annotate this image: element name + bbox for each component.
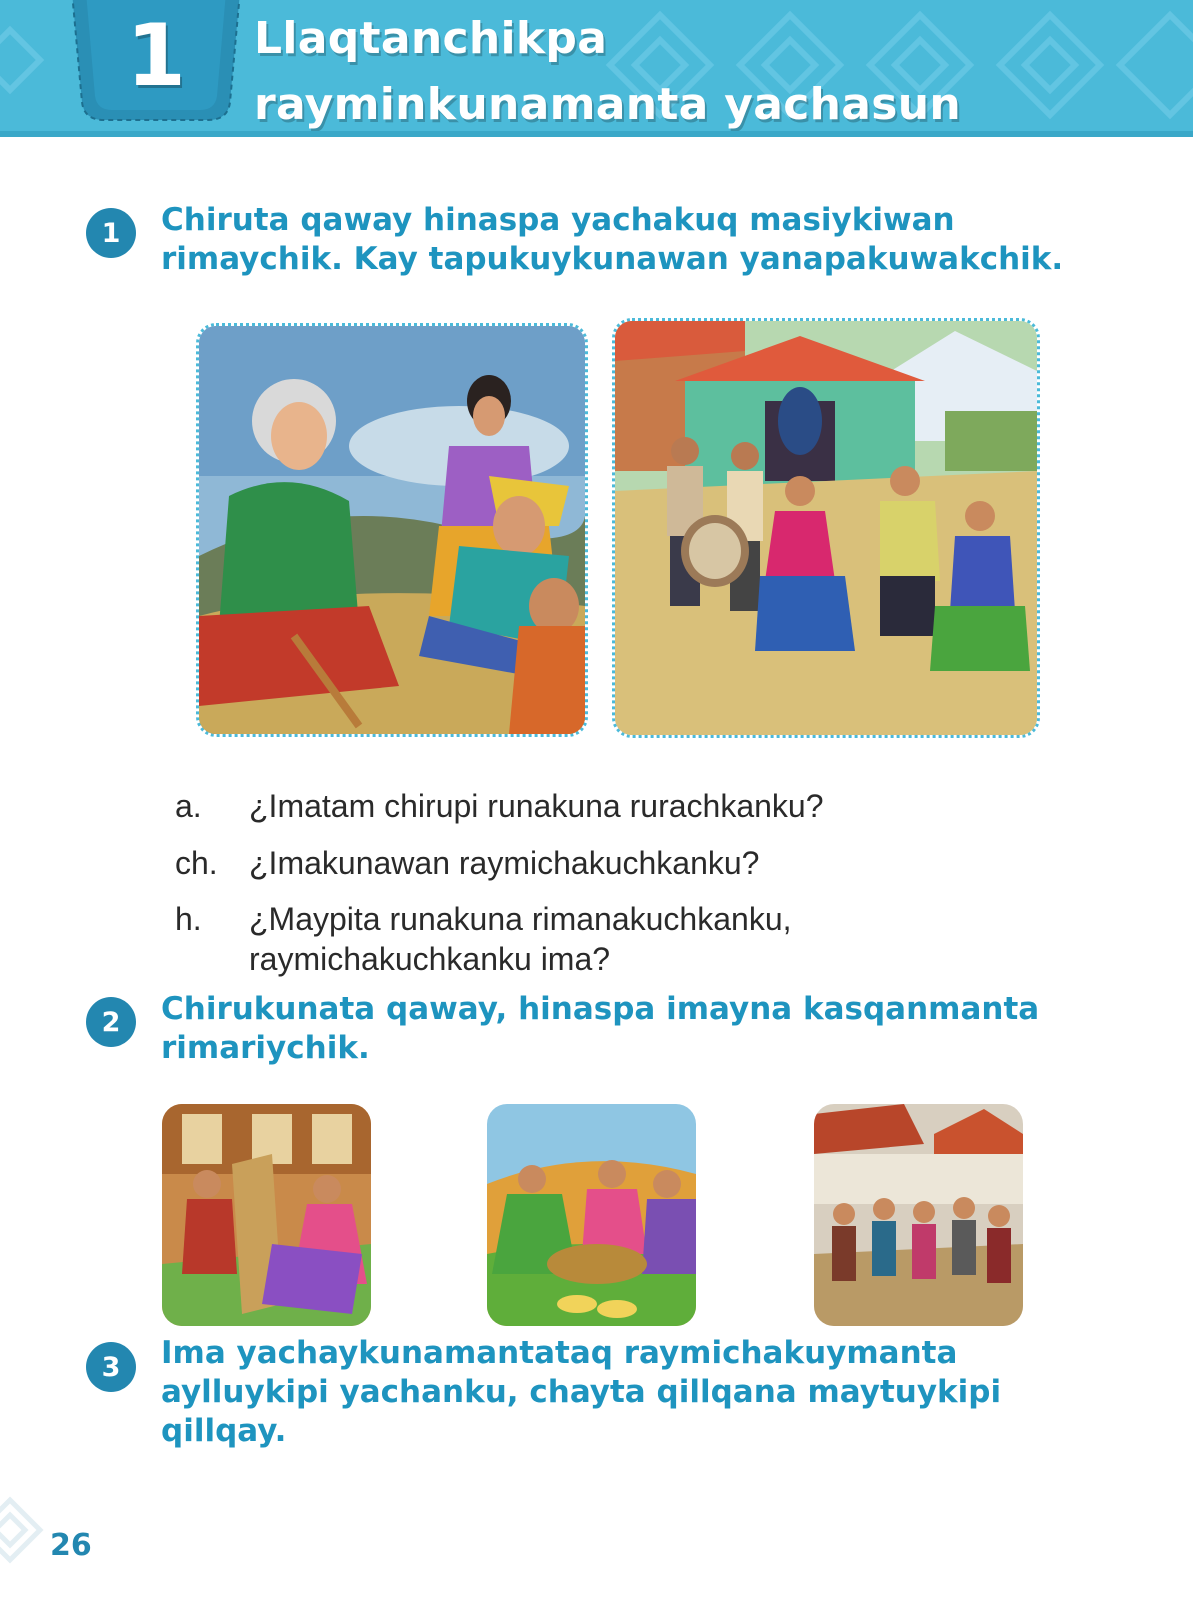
- village-festival-illustration: [612, 318, 1040, 738]
- unit-header-banner: [0, 0, 1193, 137]
- question-a-text: ¿Imatam chirupi runakuna rurachkanku?: [249, 788, 824, 824]
- page-number: 26: [50, 1528, 92, 1563]
- activity-2-badge: 2: [86, 997, 136, 1047]
- unit-title-line-2: rayminkunamanta yachasun: [254, 79, 961, 130]
- activity-3-line-2: aylluykipi yachanku, chayta qillqana maytuykipi: [161, 1374, 1002, 1410]
- question-ch-text: ¿Imakunawan raymichakuchkanku?: [249, 845, 760, 881]
- question-h-line-1: ¿Maypita runakuna rimanakuchkanku,: [249, 901, 792, 937]
- question-h-text: [249, 899, 1049, 979]
- question-ch: [0, 843, 1193, 883]
- question-h-letter: h.: [175, 901, 202, 937]
- corn-harvest-illustration: [487, 1104, 696, 1326]
- question-a-letter: a.: [175, 788, 202, 824]
- elder-storytelling-illustration: [196, 323, 588, 737]
- town-gathering-illustration: [814, 1104, 1023, 1326]
- activity-1-line-2: rimaychik. Kay tapukuykunawan yanapakuwakchik.: [161, 241, 1064, 277]
- unit-number: 1: [126, 6, 186, 106]
- question-h: [0, 899, 1193, 979]
- activity-1-badge: 1: [86, 208, 136, 258]
- question-h-line-2: raymichakuchkanku ima?: [249, 941, 611, 977]
- activity-3-badge: 3: [86, 1342, 136, 1392]
- unit-title-line-1: Llaqtanchikpa: [254, 13, 608, 64]
- activity-3-line-3: qillqay.: [161, 1413, 287, 1449]
- activity-3-line-1: Ima yachaykunamantataq raymichakuymanta: [161, 1335, 958, 1371]
- activity-2-line-1: Chirukunata qaway, hinaspa imayna kasqanmanta: [161, 991, 1040, 1027]
- activity-3-instruction: [161, 1334, 1001, 1451]
- activity-1-line-1: Chiruta qaway hinaspa yachakuq masiykiwan: [161, 202, 955, 238]
- activity-2-instruction: [161, 990, 1039, 1068]
- unit-number-tab: [72, 0, 240, 132]
- question-a: [0, 786, 1193, 826]
- question-ch-letter: ch.: [175, 845, 218, 881]
- activity-2-line-2: rimariychik.: [161, 1030, 370, 1066]
- activity-1-instruction: [161, 201, 1063, 279]
- harp-dance-illustration: [162, 1104, 371, 1326]
